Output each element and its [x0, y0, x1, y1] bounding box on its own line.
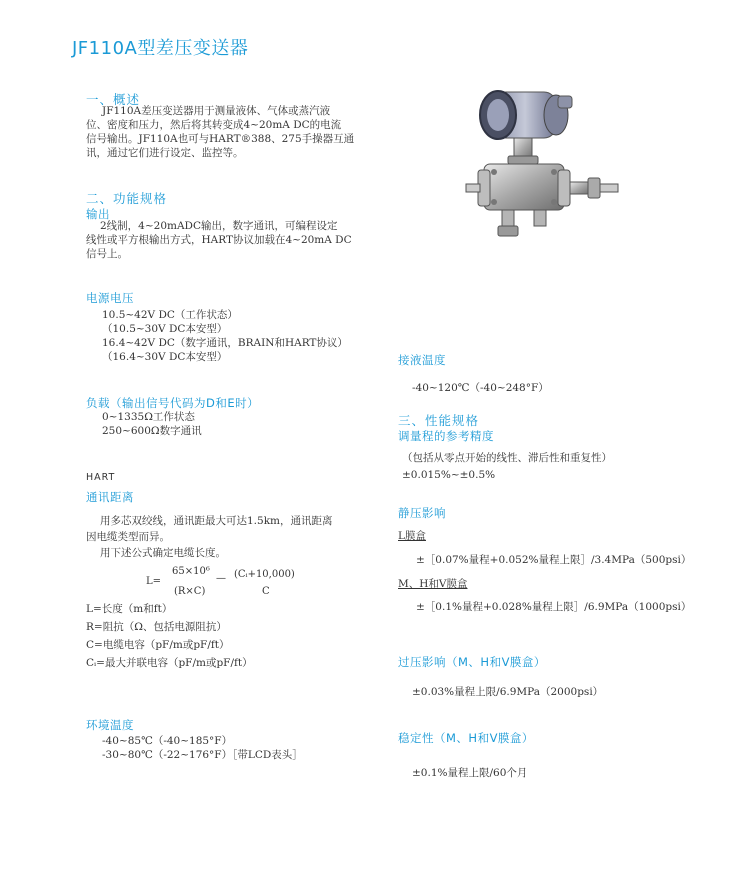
l-box-value: ±［0.07%量程+0.052%量程上限］/3.4MPa（500psi）: [416, 554, 692, 566]
ambient-line: -30~80℃（-22~176°F）［带LCD表头］: [102, 749, 303, 761]
ambient-text: [102, 734, 303, 762]
stability-value: ±0.1%量程上限/60个月: [412, 767, 528, 779]
formula-numerator: 65×10⁶: [172, 566, 210, 577]
overview-text: [86, 104, 386, 160]
page-title: JF110A型差压变送器: [72, 38, 249, 59]
comm-line: 因电缆类型而异。: [86, 531, 170, 543]
liquid-temp-heading: 接液温度: [398, 353, 446, 367]
ambient-heading: 环境温度: [86, 718, 134, 732]
overpressure-value: ±0.03%量程上限/6.9MPa（2000psi）: [412, 686, 604, 698]
overview-line: 讯，通过它们进行设定、监控等。: [86, 147, 244, 159]
accuracy-note: （包括从零点开始的线性、滞后性和重复性）: [402, 452, 612, 464]
load-line: 0~1335Ω工作状态: [102, 411, 195, 423]
liquid-temp-value: -40~120℃（-40~248°F）: [412, 382, 549, 394]
load-line: 250~600Ω数字通讯: [102, 425, 202, 437]
output-heading: 输出: [86, 207, 110, 221]
overview-line: 位、密度和压力，然后将其转变成4~20mA DC的电流: [86, 119, 342, 131]
function-specs-heading: 二、功能规格: [86, 191, 168, 206]
comm-line: 用多芯双绞线，通讯距最大可达1.5km，通讯距离: [100, 515, 333, 527]
mhv-box-value: ±［0.1%量程+0.028%量程上限］/6.9MPa（1000psi）: [416, 601, 692, 613]
output-line: 2线制，4~20mADC输出，数字通讯，可编程设定: [100, 220, 338, 232]
comm-line: 用下述公式确定电缆长度。: [100, 547, 226, 559]
mhv-box-label: M、H和V膜盒: [398, 578, 468, 590]
formula-definitions: [86, 600, 253, 672]
overview-line: JF110A差压变送器用于测量液体、气体或蒸汽液: [102, 105, 331, 117]
power-line: 10.5~42V DC（工作状态）: [102, 309, 238, 321]
output-text: [86, 219, 386, 261]
power-heading: 电源电压: [86, 291, 134, 305]
formula-rhs-top: (Cᵢ+10,000): [234, 569, 295, 580]
load-text: [102, 410, 202, 438]
power-line: （10.5~30V DC本安型）: [102, 323, 228, 335]
stability-heading: 稳定性（M、H和V膜盒）: [398, 731, 534, 745]
formula-rhs-bottom: C: [262, 586, 270, 597]
formula-lhs: L=: [146, 576, 162, 587]
definition-line: Cᵢ=最大并联电容（pF/m或pF/ft）: [86, 657, 253, 669]
power-text: [102, 308, 348, 364]
definition-line: L=长度（m和ft）: [86, 603, 173, 615]
power-line: 16.4~42V DC（数字通讯，BRAIN和HART协议）: [102, 337, 348, 349]
l-box-label: L膜盒: [398, 530, 426, 542]
overview-heading: 一、概述: [86, 92, 141, 107]
formula-denominator: (R×C): [174, 586, 206, 597]
accuracy-value: ±0.015%~±0.5%: [402, 469, 496, 481]
pressure-transmitter-photo: [458, 78, 628, 248]
overpressure-heading: 过压影响（M、H和V膜盒）: [398, 655, 546, 669]
accuracy-heading: 调量程的参考精度: [398, 429, 494, 443]
comm-distance-heading: 通讯距离: [86, 490, 134, 504]
ambient-line: -40~85℃（-40~185°F）: [102, 735, 233, 747]
power-line: （16.4~30V DC本安型）: [102, 351, 228, 363]
formula-minus: —: [216, 573, 226, 584]
overview-line: 信号输出。JF110A也可与HART®388、275手操器互通: [86, 133, 355, 145]
load-heading: 负载（输出信号代码为D和E时）: [86, 396, 260, 410]
performance-heading: 三、性能规格: [398, 413, 480, 428]
static-pressure-heading: 静压影响: [398, 506, 446, 520]
hart-label: HART: [86, 472, 116, 483]
output-line: 信号上。: [86, 248, 128, 260]
definition-line: R=阻抗（Ω、包括电源阻抗）: [86, 621, 227, 633]
output-line: 线性或平方根输出方式，HART协议加载在4~20mA DC: [86, 234, 352, 246]
comm-distance-text: [86, 513, 386, 561]
definition-line: C=电缆电容（pF/m或pF/ft）: [86, 639, 230, 651]
